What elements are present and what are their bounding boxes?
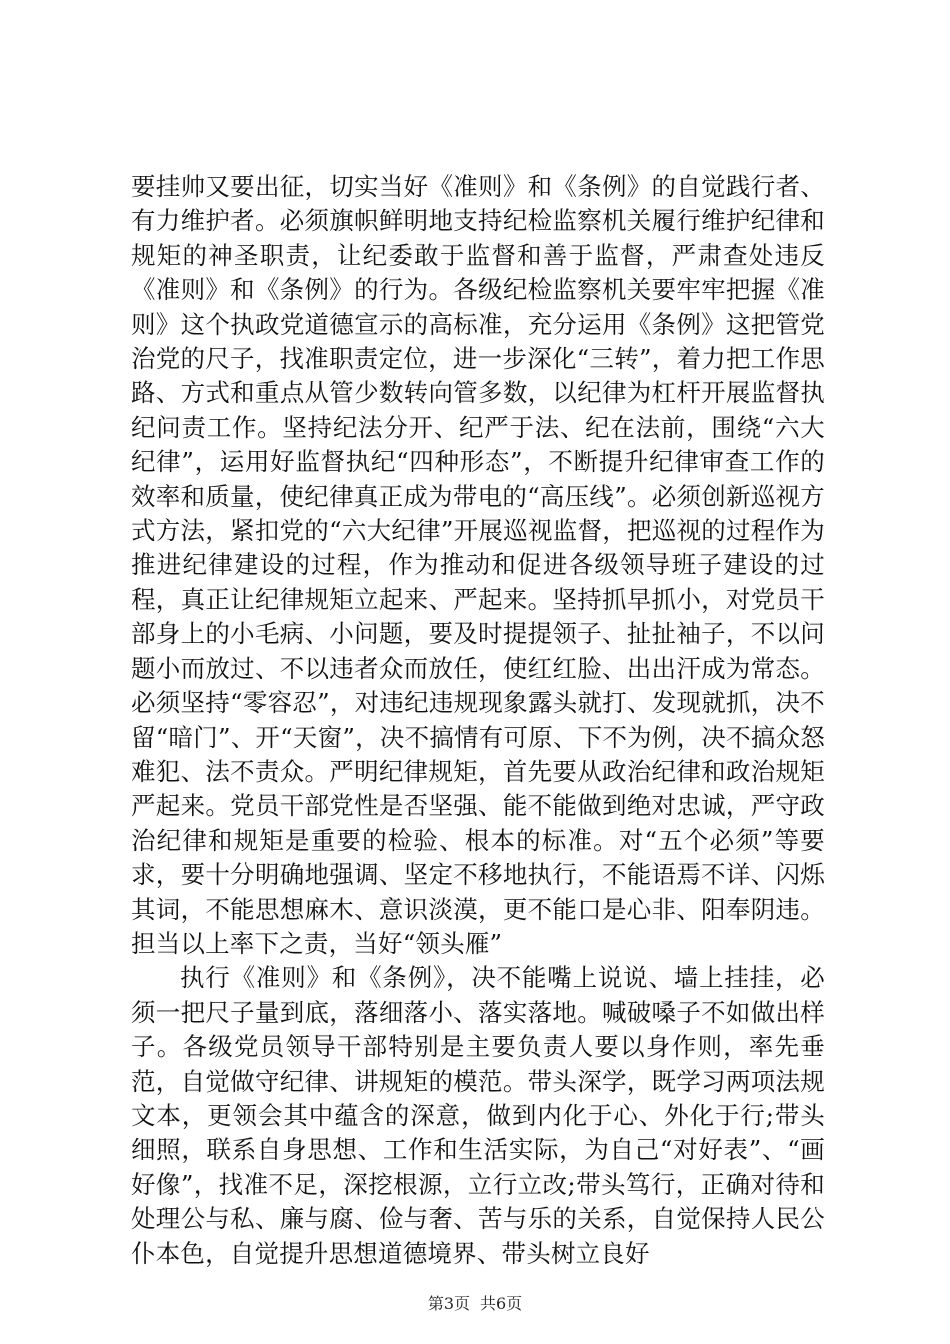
page-footer	[0, 1294, 950, 1314]
document-body	[131, 170, 825, 1271]
paragraph-1: 要挂帅又要出征，切实当好《准则》和《条例》的自觉践行者、有力维护者。必须旗帜鲜明地支持纪检监察机关履行维护纪律和规矩的神圣职责，让纪委敢于监督和善于监督，严肃查处违反《准则》和《条例》的行为。各级纪检监察机关要牢牢把握《准则》这个执政党道德宣示的高标准，充分运用《条例》这把管党治党的尺子，找准职责定位，进一步深化“三转”，着力把工作思路、方式和重点从管少数转向管多数，以纪律为杠杆开展监督执纪问责工作。坚持纪法分开、纪严于法、纪在法前，围绕“六大纪律”，运用好监督执纪“四种形态”，不断提升纪律审查工作的效率和质量，使纪律真正成为带电的“高压线”。必须创新巡视方式方法，紧扣党的“六大纪律”开展巡视监督，把巡视的过程作为推进纪律建设的过程，作为推动和促进各级领导班子建设的过程，真正让纪律规矩立起来、严起来。坚持抓早抓小，对党员干部身上的小毛病、小问题，要及时提提领子、扯扯袖子，不以问题小而放过、不以违者众而放任，使红红脸、出出汗成为常态。必须坚持“零容忍”，对违纪违规现象露头就打、发现就抓，决不留“暗门”、开“天窗”，决不搞情有可原、下不为例，决不搞众怒难犯、法不责众。严明纪律规矩，首先要从政治纪律和政治规矩严起来。党员干部党性是否坚强、能不能做到绝对忠诚，严守政治纪律和规矩是重要的检验、根本的标准。对“五个必须”等要求，要十分明确地强调、坚定不移地执行，不能语焉不详、闪烁其词，不能思想麻木、意识淡漠，更不能口是心非、阳奉阴违。担当以上率下之责，当好“领头雁”	[131, 172, 825, 958]
page-total: 共6页	[480, 1294, 523, 1313]
page-number: 第3页	[427, 1294, 470, 1313]
paragraph-2: 执行《准则》和《条例》，决不能嘴上说说、墙上挂挂，必须一把尺子量到底，落细落小、落实落地。喊破嗓子不如做出样子。各级党员领导干部特别是主要负责人要以身作则，率先垂范，自觉做守纪律、讲规矩的模范。带头深学，既学习两项法规文本，更领会其中蕴含的深意，做到内化于心、外化于行;带头细照，联系自身思想、工作和生活实际，为自己“对好表”、“画好像”，找准不足，深挖根源，立行立改;带头笃行，正确对待和处理公与私、廉与腐、俭与奢、苦与乐的关系，自觉保持人民公仆本色，自觉提升思想道德境界、带头树立良好	[131, 963, 825, 1268]
